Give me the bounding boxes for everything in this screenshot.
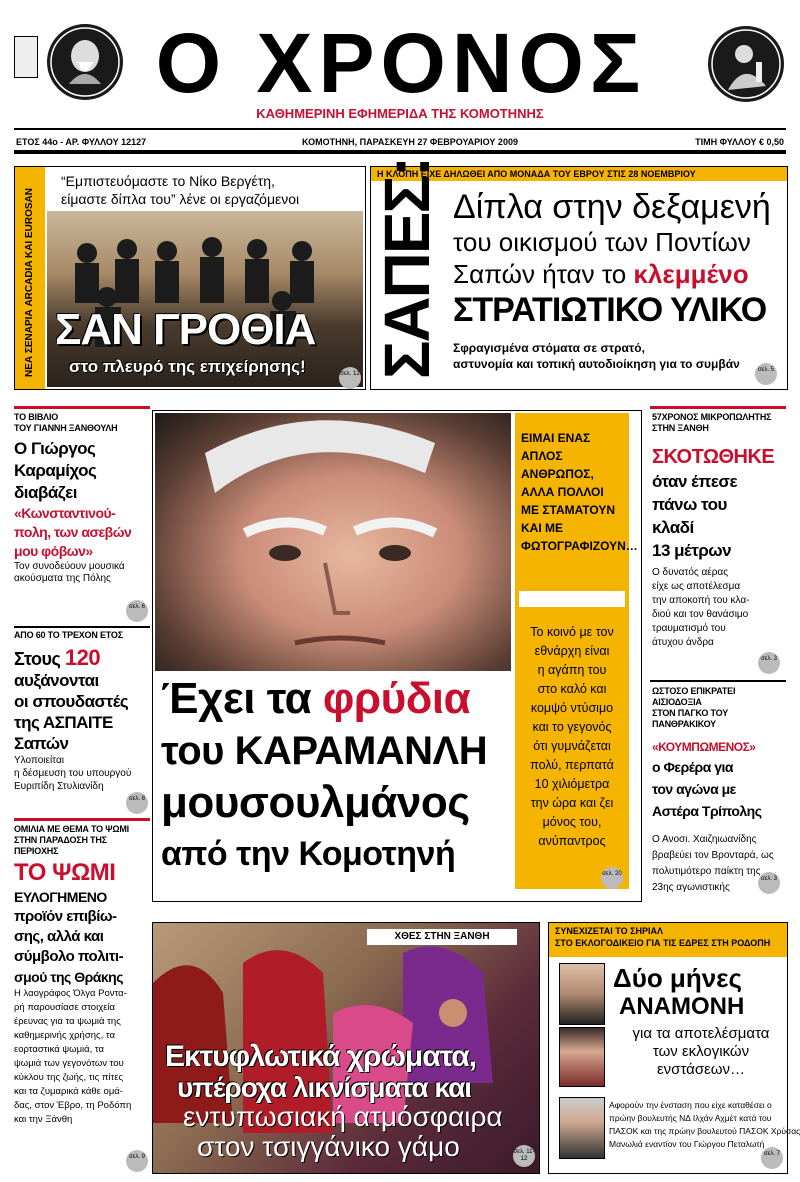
story-sapes[interactable] [370,157,788,390]
story-psomi[interactable]: ΟΜΙΛΙΑ ΜΕ ΘΕΜΑ ΤΟ ΨΩΜΙ ΣΤΗΝ ΠΑΡΑΔΟΣΗ ΤΗΣ ΠΕΡΙΟΧΗΣ ΤΟ ΨΩΜΙ ΕΥΛΟΓΗΜΕΝΟ προϊόν επιβίω- σης, αλλά και σύμβολο πολιτι- σμού της Θράκης Η λαογράφος Όλγα Ροντα- ρή παρουσίασε στοιχεία έρευνας για τα ψωμιά της καθημερινής χρήσης, τα εορταστικά ψωμιά, τα ψωμιά των γεγονότων του κύκλου της ζωής, τις πίτες και τα ζυμαρικά κάθε ομά- δας, στον Έβρο, τη Ροδόπη και την Ξάνθη σελ. 9 [14,824,150,1174]
groothia-subhead: στο πλευρό της επιχείρησης! [69,357,306,376]
page-ref[interactable]: σελ. 5 [755,363,777,385]
sapes-sub: αστυνομία και τοπική αυτοδιοίκηση για το συμβάν [453,357,740,371]
page-ref[interactable]: σελ. 3 [758,872,780,894]
sapes-line: Σαπών ήταν το κλεμμένο [453,259,749,289]
story-frydia[interactable] [152,410,642,902]
anamoni-headline: Δύο μήνες [613,963,743,993]
page-ref[interactable]: σελ. 12 [339,367,361,389]
sapes-place: ΣΑΠΕΣ: [371,157,443,379]
seal-emblem-left [14,36,38,78]
page-ref[interactable]: σελ. 7 [761,1147,783,1169]
politician-photo [559,1097,605,1159]
sapes-sub: Σφραγισμένα στόματα σε στρατό, [453,341,645,355]
frydia-headline: Έχει τα φρύδια του ΚΑΡΑΜΑΝΛΗ μουσουλμάνος από την Κομοτηνή [161,674,488,873]
issue-date: ΚΟΜΟΤΗΝΗ, ΠΑΡΑΣΚΕΥΗ 27 ΦΕΒΡΟΥΑΡΙΟΥ 2009 [302,137,518,147]
side-label: ΝΕΑ ΣΕΝΑΡΙΑ ARCADIA ΚΑΙ EUROSAN [15,167,45,389]
politician-photo [559,1027,605,1087]
story-ferera[interactable]: ΩΣΤΟΣΟ ΕΠΙΚΡΑΤΕΙ ΑΙΣΙΟΔΟΞΙΑ ΣΤΟΝ ΠΑΓΚΟ ΤΟΥ ΠΑΝΘΡΑΚΙΚΟΥ «ΚΟΥΜΠΩΜΕΝΟΣ» ο Φερέρα για τον αγώνα με Αστέρα Τρίπολης Ο Ανοσι. Χαιζηιωανίδης βραβεύει τον Βρονταρά, ως πολυτιμότερο παίκτη της 23ης αγωνιστικής σελ. 3 [652,686,786,900]
anamoni-headline: ΑΝΑΜΟΝΗ [619,993,745,1020]
quote-line: “Εμπιστευόμαστε το Νίκο Βεργέτη, [61,173,275,189]
story-wedding[interactable] [152,922,540,1174]
wedding-headline: Εκτυφλωτικά χρώματα, [165,1040,477,1073]
frydia-sidebar: ΕΙΜΑΙ ΕΝΑΣ ΑΠΛΟΣ ΑΝΘΡΩΠΟΣ, ΑΛΛΑ ΠΟΛΛΟΙ ΜΕ ΣΤΑΜΑΤΟΥΝ ΚΑΙ ΜΕ ΦΩΤΟΓΡΑΦΙΖΟΥΝ… Το κοινό με τον εθνάρχη είναι η αγάπη του στο καλό και κομψό ντύσιμο και το γεγονός ότι γυμνάζεται πολύ, περπατά 10 χιλιόμετρα την ώρα και ζει μόνος του, ανύπαντρος σελ. 20 [515,413,629,889]
man-portrait-photo [155,413,511,671]
page-ref[interactable]: σελ. 8 [126,792,148,814]
white-bar [519,591,625,607]
sapes-line: του οικισμού των Ποντίων [453,227,751,257]
wedding-headline: υπέροχα λικνίσματα και [177,1072,472,1103]
masthead [0,0,800,150]
chronos-emblem-left [47,24,123,100]
wedding-tag: ΧΘΕΣ ΣΤΗΝ ΞΑΝΘΗ [367,929,517,945]
story-book[interactable]: ΤΟ ΒΙΒΛΙΟ ΤΟΥ ΓΙΑΝΝΗ ΞΑΝΘΟΥΛΗ Ο Γιώργος Καραμίχος διαβάζει «Κωνσταντινού- πολη, των ασεβών μου φόβων» Τον συνοδεύουν μουσικά ακούσματα της Πόλης σελ. 6 [14,412,150,622]
chronos-emblem-right [708,26,784,102]
sapes-line: ΣΤΡΑΤΙΩΤΙΚΟ ΥΛΙΚΟ [453,291,767,329]
story-anamoni[interactable]: ΣΥΝΕΧΙΖΕΤΑΙ ΤΟ ΣΗΡΙΑΛ ΣΤΟ ΕΚΛΟΓΟΔΙΚΕΙΟ ΓΙΑ ΤΙΣ ΕΔΡΕΣ ΣΤΗ ΡΟΔΟΠΗ Δύο μήνες ΑΝΑΜΟΝΗ για τα αποτελέσματα των εκλογικών ενστάσεων… Αφορούν την ένσταση που είχε καταθέσει ο πρώην βουλευτής ΝΔ Ιλχάν Αχμέτ κατά του ΠΑΣΟΚ και της πρώην βουλευτού ΠΑΣΟΚ Χρύσας Μανωλιά εναντίον του Γιώργου Πεταλωτή σελ. 7 [548,922,788,1174]
masthead-subtitle: ΚΑΘΗΜΕΡΙΝΗ ΕΦΗΜΕΡΙΔΑ ΤΗΣ ΚΟΜΟΤΗΝΗΣ [256,106,544,121]
page-ref[interactable]: σελ. 11-12 [513,1145,535,1167]
sapes-line: Δίπλα στην δεξαμενή [453,188,771,226]
issue-price: ΤΙΜΗ ΦΥΛΛΟΥ € 0,50 [695,137,784,147]
quote-line: είμαστε δίπλα του” λένε οι εργαζόμενοι [61,191,300,207]
page-ref[interactable]: σελ. 9 [126,1150,148,1172]
page-ref[interactable]: σελ. 6 [126,600,148,622]
page-ref[interactable]: σελ. 20 [601,867,623,889]
issue-number: ΕΤΟΣ 44ο - ΑΡ. ΦΥΛΛΟΥ 12127 [16,137,147,147]
story-aspaite[interactable]: ΑΠΟ 60 ΤΟ ΤΡΕΧΟΝ ΕΤΟΣ Στους 120 αυξάνονται οι σπουδαστές της ΑΣΠΑΙΤΕ Σαπών Υλοποιείται η δέσμευση του υπουργού Ευριπίδη Στυλιανίδη σελ. 8 [14,630,150,814]
story-groothia[interactable] [14,166,366,390]
wedding-headline: στον τσιγγάνικο γάμο [197,1131,460,1162]
wedding-headline: εντυπωσιακή ατμόσφαιρα [183,1101,503,1132]
story-killed[interactable]: 57ΧΡΟΝΟΣ ΜΙΚΡΟΠΩΛΗΤΗΣ ΣΤΗΝ ΞΑΝΘΗ ΣΚΟΤΩΘΗΚΕ όταν έπεσε πάνω του κλαδί 13 μέτρων Ο δυνατός αέρας είχε ως αποτέλεσμα την αποκοπή του κλα- διού και τον θανάσιμο τραυματισμό του άτυχου άνδρα σελ. 3 [652,412,786,674]
politician-photo [559,963,605,1025]
sapes-kicker: Η ΚΛΟΠΗ ΕΙΧΕ ΔΗΛΩΘΕΙ ΑΠΟ ΜΟΝΑΔΑ ΤΟΥ ΕΒΡΟΥ ΣΤΙΣ 28 ΝΟΕΜΒΡΙΟΥ [371,167,787,181]
masthead-title: Ο ΧΡΟΝΟΣ [155,16,647,110]
groothia-headline: ΣΑΝ ΓΡΟΘΙΑ [55,305,316,354]
page-ref[interactable]: σελ. 3 [758,652,780,674]
